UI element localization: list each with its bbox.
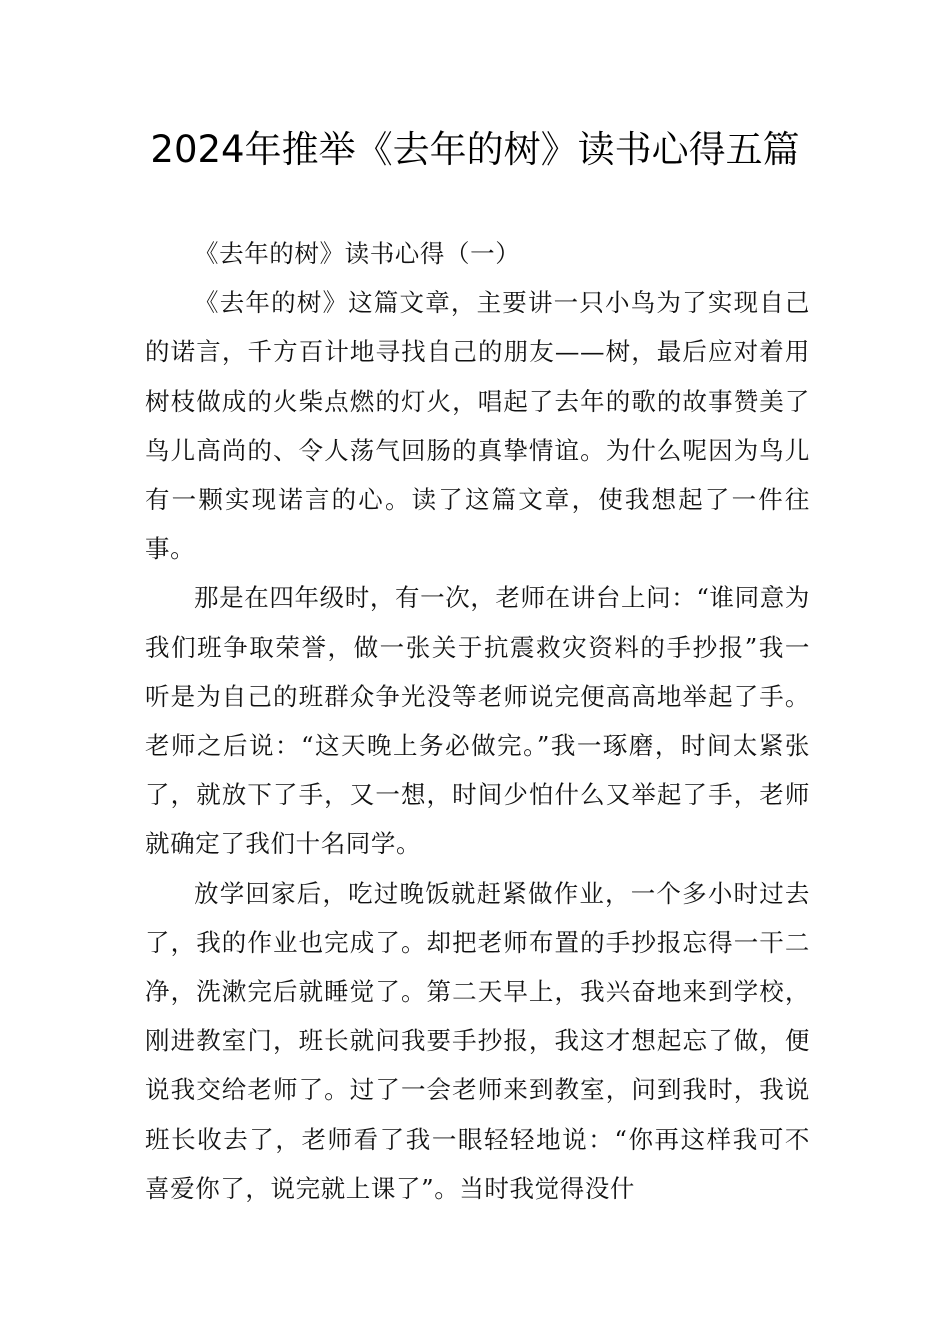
paragraph: 那是在四年级时，有一次，老师在讲台上问：“谁同意为我们班争取荣誉，做一张关于抗震救灾资料的手抄报”我一听是为自己的班群众争光没等老师说完便高高地举起了手。老师之后说：“这天晚上务必做完。”我一琢磨，时间太紧张了，就放下了手，又一想，时间少怕什么又举起了手，老师就确定了我们十名同学。: [145, 583, 810, 859]
section-heading: 《去年的树》读书心得（一）: [194, 239, 521, 268]
document-title: 2024年推举《去年的树》读书心得五篇: [150, 128, 800, 171]
document-body: [145, 229, 810, 1213]
paragraph: 放学回家后，吃过晚饭就赶紧做作业，一个多小时过去了，我的作业也完成了。却把老师布置的手抄报忘得一干二净，洗漱完后就睡觉了。第二天早上，我兴奋地来到学校，刚进教室门，班长就问我要手抄报，我这才想起忘了做，便说我交给老师了。过了一会老师来到教室，问到我时，我说班长收去了，老师看了我一眼轻轻地说：“你再这样我可不喜爱你了，说完就上课了”。当时我觉得没什: [145, 878, 810, 1203]
paragraph: 《去年的树》这篇文章，主要讲一只小鸟为了实现自己的诺言，千方百计地寻找自己的朋友——树，最后应对着用树枝做成的火柴点燃的灯火，唱起了去年的歌的故事赞美了鸟儿高尚的、令人荡气回肠的真挚情谊。为什么呢因为鸟儿有一颗实现诺言的心。读了这篇文章，使我想起了一件往事。: [145, 288, 810, 564]
